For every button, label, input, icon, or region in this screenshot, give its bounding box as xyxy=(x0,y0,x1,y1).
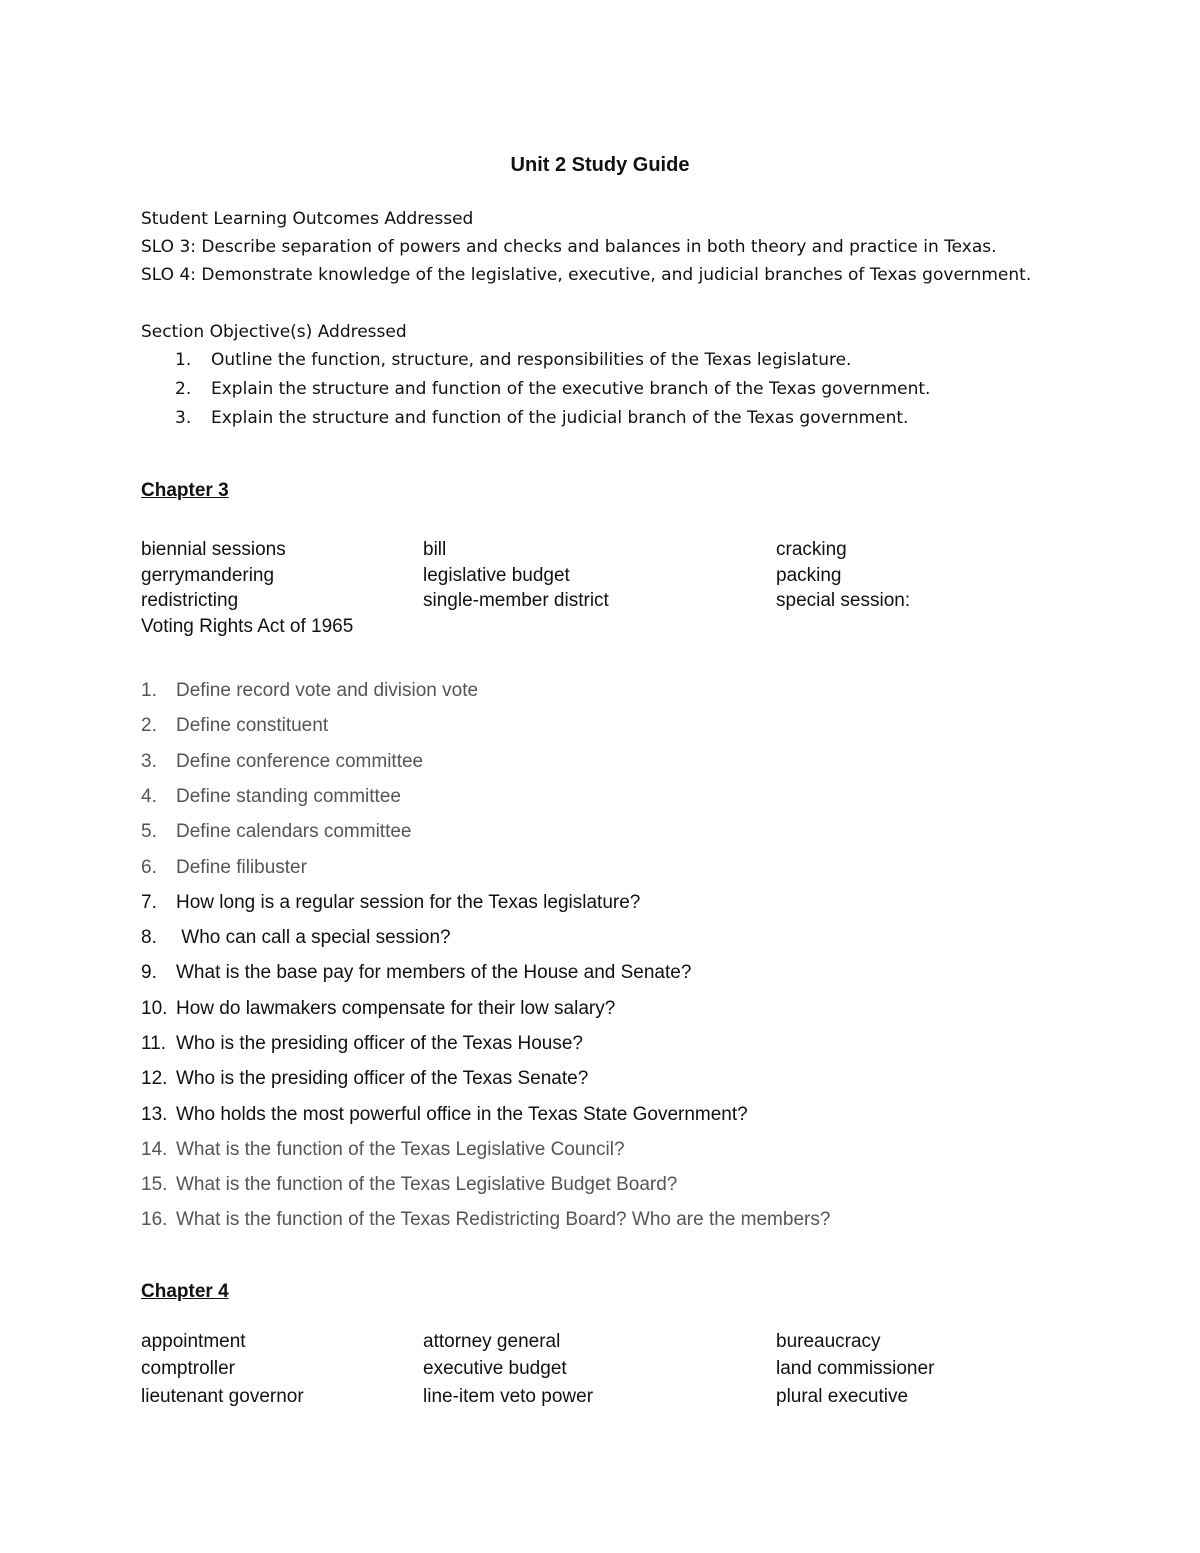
question-number: 15. xyxy=(141,1174,168,1195)
question-text: Define filibuster xyxy=(176,857,307,878)
question xyxy=(141,1032,583,1056)
term: appointment xyxy=(141,1331,246,1352)
question-number: 8. xyxy=(141,927,157,948)
question-text: Define constituent xyxy=(176,715,329,736)
question xyxy=(141,856,307,880)
objective-text: Outline the function, structure, and responsibilities of the Texas legislature. xyxy=(211,350,852,370)
term: biennial sessions xyxy=(141,539,286,560)
term: comptroller xyxy=(141,1358,235,1379)
objective-number: 3. xyxy=(175,408,192,428)
question-text: What is the base pay for members of the House and Senate? xyxy=(176,962,692,983)
question-number: 16. xyxy=(141,1209,168,1230)
objective-text: Explain the structure and function of the executive branch of the Texas government. xyxy=(211,379,931,399)
question-text: Define standing committee xyxy=(176,786,401,807)
question xyxy=(141,1208,830,1232)
question-number: 5. xyxy=(141,821,157,842)
question xyxy=(141,961,691,985)
question xyxy=(141,926,451,950)
chapter-4-heading: Chapter 4 xyxy=(141,1281,229,1302)
term: single-member district xyxy=(423,590,609,611)
question-number: 10. xyxy=(141,998,168,1019)
question-text: Define record vote and division vote xyxy=(176,680,479,701)
question-text: Who holds the most powerful office in the Texas State Government? xyxy=(176,1104,748,1125)
slo-item: SLO 4: Demonstrate knowledge of the legislative, executive, and judicial branches of Texas government. xyxy=(141,265,1032,285)
chapter-3-heading: Chapter 3 xyxy=(141,480,229,501)
term: bill xyxy=(423,539,447,560)
question-number: 1. xyxy=(141,680,157,701)
question xyxy=(141,820,412,844)
question-text: Define conference committee xyxy=(176,751,424,772)
question xyxy=(141,997,615,1021)
question xyxy=(141,714,328,738)
question-number: 2. xyxy=(141,715,157,736)
term: redistricting xyxy=(141,590,239,611)
question xyxy=(141,1067,588,1091)
term: gerrymandering xyxy=(141,565,275,586)
objective-text: Explain the structure and function of the judicial branch of the Texas government. xyxy=(211,408,909,428)
term: cracking xyxy=(776,539,847,560)
question-text: Who is the presiding officer of the Texas Senate? xyxy=(176,1068,589,1089)
question-text: How do lawmakers compensate for their low salary? xyxy=(176,998,616,1019)
question-number: 9. xyxy=(141,962,157,983)
question-text: What is the function of the Texas Redistricting Board? Who are the members? xyxy=(176,1209,831,1230)
question-text: Who can call a special session? xyxy=(176,927,451,948)
question-number: 11. xyxy=(141,1033,167,1054)
question xyxy=(141,750,423,774)
question-text: Define calendars committee xyxy=(176,821,412,842)
term: bureaucracy xyxy=(776,1331,881,1352)
question-number: 3. xyxy=(141,751,157,772)
document-title: Unit 2 Study Guide xyxy=(510,154,690,176)
slo-item: SLO 3: Describe separation of powers and checks and balances in both theory and practice in Texas. xyxy=(141,237,997,257)
term: special session: xyxy=(776,590,911,611)
term: line-item veto power xyxy=(423,1386,594,1407)
question xyxy=(141,679,478,703)
question-text: What is the function of the Texas Legislative Budget Board? xyxy=(176,1174,678,1195)
question xyxy=(141,891,640,915)
question-number: 6. xyxy=(141,857,157,878)
question-number: 14. xyxy=(141,1139,168,1160)
term: legislative budget xyxy=(423,565,570,586)
term: executive budget xyxy=(423,1358,567,1379)
term: land commissioner xyxy=(776,1358,935,1379)
term: attorney general xyxy=(423,1331,561,1352)
question-text: How long is a regular session for the Texas legislature? xyxy=(176,892,641,913)
question xyxy=(141,785,401,809)
question-number: 4. xyxy=(141,786,157,807)
term: lieutenant governor xyxy=(141,1386,304,1407)
term: packing xyxy=(776,565,842,586)
question xyxy=(141,1103,748,1127)
question xyxy=(141,1173,677,1197)
term: plural executive xyxy=(776,1386,909,1407)
question-text: Who is the presiding officer of the Texas House? xyxy=(176,1033,583,1054)
question-text: What is the function of the Texas Legislative Council? xyxy=(176,1139,625,1160)
objective-number: 2. xyxy=(175,379,192,399)
question-number: 7. xyxy=(141,892,157,913)
objective-number: 1. xyxy=(175,350,192,370)
question-number: 13. xyxy=(141,1104,168,1125)
term: Voting Rights Act of 1965 xyxy=(141,616,354,637)
question-number: 12. xyxy=(141,1068,168,1089)
question xyxy=(141,1138,625,1162)
slo-heading: Student Learning Outcomes Addressed xyxy=(141,209,474,229)
objectives-heading: Section Objective(s) Addressed xyxy=(141,322,407,342)
